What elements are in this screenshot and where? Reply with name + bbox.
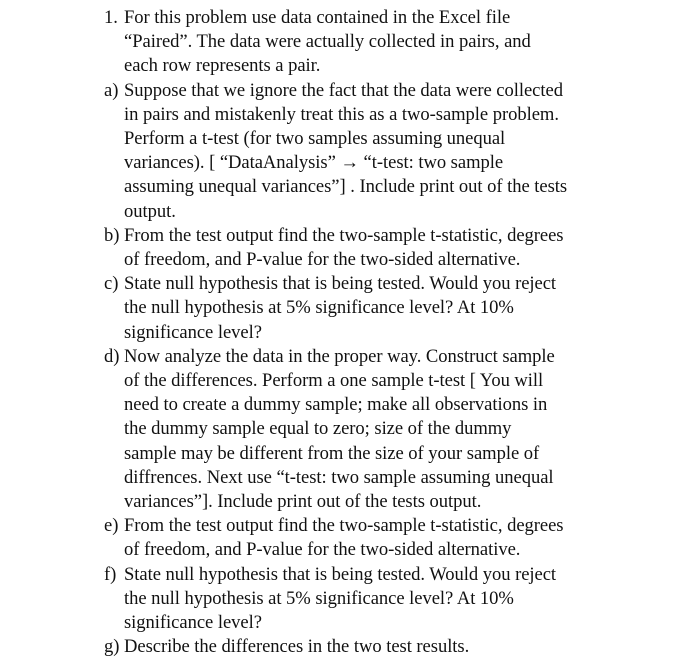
text-line: of freedom, and P-value for the two-sided alternative. <box>124 249 521 271</box>
text-line: State null hypothesis that is being tested. Would you reject <box>124 563 557 585</box>
text-line: in pairs and mistakenly treat this as a two-sample problem. <box>124 103 559 125</box>
part-label: g) <box>104 636 120 658</box>
part-d <box>104 345 644 514</box>
part-text <box>124 272 644 345</box>
text-line: output. <box>124 200 176 222</box>
text-line: Describe the differences in the two test results. <box>124 636 470 658</box>
part-c <box>104 272 644 345</box>
part-text <box>124 79 644 224</box>
part-g <box>104 635 644 659</box>
part-text <box>124 514 644 562</box>
text-line: of the differences. Perform a one sample t-test [ You will <box>124 370 544 392</box>
text-line: “Paired”. The data were actually collected in pairs, and <box>124 31 531 53</box>
problem-document <box>104 6 644 659</box>
problem-text <box>124 6 644 79</box>
part-label: c) <box>104 273 119 295</box>
part-text <box>124 224 644 272</box>
part-label: e) <box>104 515 119 537</box>
part-b <box>104 224 644 272</box>
text-line: the dummy sample equal to zero; size of the dummy <box>124 418 512 440</box>
text-line: diffrences. Next use “t-test: two sample assuming unequal <box>124 466 554 488</box>
text-line: assuming unequal variances”] . Include print out of the tests <box>124 176 568 198</box>
text-line: variances). [ “DataAnalysis” → “t-test: two sample <box>124 152 504 174</box>
text-line: Now analyze the data in the proper way. Construct sample <box>124 345 555 367</box>
text-line: From the test output find the two-sample t-statistic, degrees <box>124 515 564 537</box>
text-line: State null hypothesis that is being tested. Would you reject <box>124 273 557 295</box>
text-line: sample may be different from the size of your sample of <box>124 442 540 464</box>
text-line: need to create a dummy sample; make all observations in <box>124 394 548 416</box>
text-line: significance level? <box>124 321 262 343</box>
part-text <box>124 345 644 514</box>
problem-number: 1. <box>104 7 118 28</box>
text-line: Perform a t-test (for two samples assuming unequal <box>124 128 506 150</box>
part-a <box>104 79 644 224</box>
text-line: Suppose that we ignore the fact that the data were collected <box>124 79 563 101</box>
part-label: f) <box>104 563 117 585</box>
part-label: a) <box>104 79 119 101</box>
part-text <box>124 563 644 636</box>
text-line: of freedom, and P-value for the two-sided alternative. <box>124 539 521 561</box>
problem-statement <box>104 6 644 79</box>
part-label: d) <box>104 345 120 367</box>
part-f <box>104 563 644 636</box>
text-line: variances”]. Include print out of the tests output. <box>124 491 482 513</box>
part-text <box>124 635 644 659</box>
part-e <box>104 514 644 562</box>
text-line: For this problem use data contained in the Excel file <box>124 7 511 28</box>
text-line: each row represents a pair. <box>124 55 321 77</box>
text-line: the null hypothesis at 5% significance level? At 10% <box>124 297 514 319</box>
text-line: significance level? <box>124 612 262 634</box>
text-line: From the test output find the two-sample t-statistic, degrees <box>124 224 564 246</box>
part-label: b) <box>104 224 120 246</box>
text-line: the null hypothesis at 5% significance level? At 10% <box>124 587 514 609</box>
